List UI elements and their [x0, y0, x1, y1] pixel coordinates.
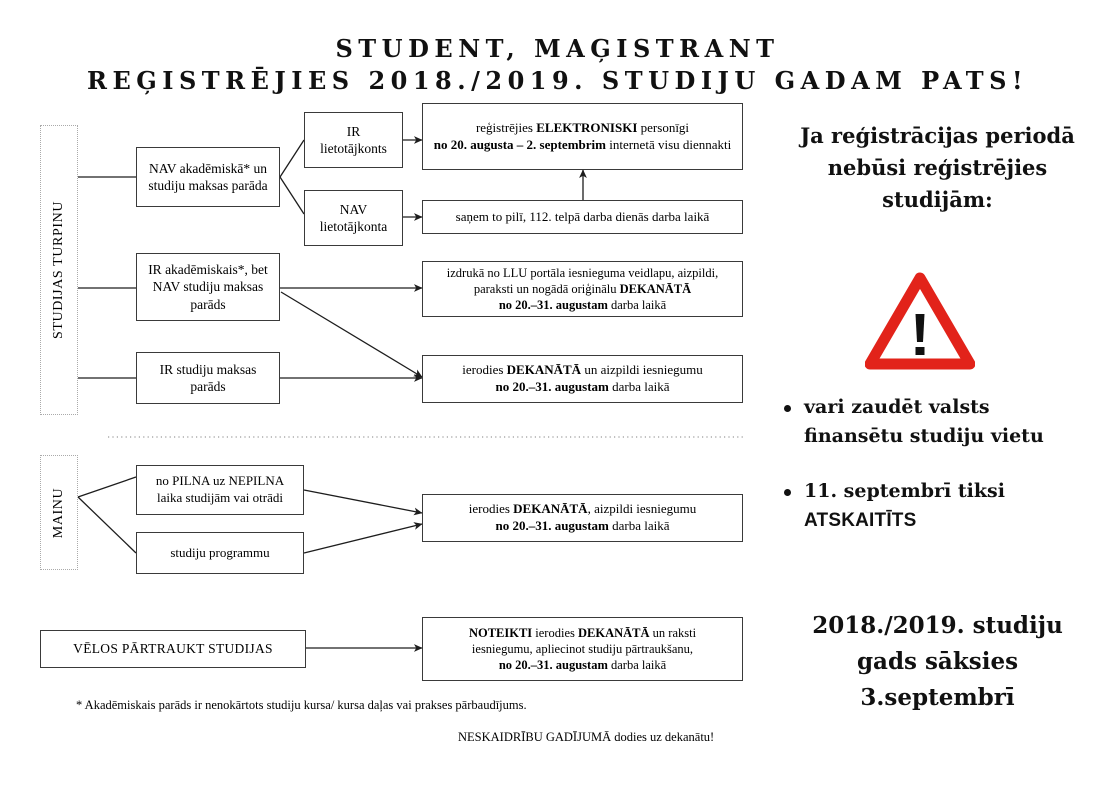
- academic-year-line-3: 3.septembrī: [860, 684, 1015, 711]
- academic-year-line-1: 2018./2019. studiju: [812, 612, 1063, 639]
- warning-consequences-list: [778, 393, 1108, 561]
- footnote-asterisk: * Akadēmiskais parāds ir nenokārtots studiju kursa/ kursa daļas vai prakses pārbaudījums.: [76, 698, 527, 712]
- node-no-account: [304, 190, 403, 246]
- list-item: [778, 393, 1108, 451]
- title-line-1: STUDENT, MAĢISTRANT: [335, 34, 780, 63]
- node-go-to-dean-change-label: ierodies DEKANĀTĀ, aizpildi iesniegumu no 20.–31. augustam darba laikā: [468, 501, 697, 533]
- node-no-debt: [136, 147, 280, 207]
- node-print-form: [422, 261, 743, 317]
- node-change-programme: [136, 532, 304, 574]
- node-academic-debt-only: [136, 253, 280, 321]
- warning-heading-line-3: studijām:: [882, 187, 993, 212]
- group-change-label: MAINU: [51, 487, 66, 538]
- bullet-1-line-1: vari zaudēt valsts: [804, 396, 990, 418]
- node-print-form-label: izdrukā no LLU portāla iesnieguma veidlapu, aizpildi, paraksti un nogādā oriģinālu DEKANĀTĀ no 20.–31. augustam darba laikā: [446, 266, 719, 312]
- footnote-contact: NESKAIDRĪBU GADĪJUMĀ dodies uz dekanātu!: [458, 730, 715, 744]
- node-change-mode: [136, 465, 304, 515]
- node-stop-action-label: NOTEIKTI ierodies DEKANĀTĀ un raksti iesniegumu, apliecinot studiju pārtraukšanu, no 20.–31. augustam darba laikā: [468, 626, 697, 672]
- node-stop-action: [422, 617, 743, 681]
- node-register-online: [422, 103, 743, 170]
- list-item: [778, 477, 1108, 535]
- node-no-account-label: NAV lietotājkonta: [319, 201, 388, 234]
- node-has-account-label: IR lietotājkonts: [320, 123, 387, 156]
- node-go-to-dean-fill-label: ierodies DEKANĀTĀ un aizpildi iesniegumu no 20.–31. augustam darba laikā: [462, 362, 703, 394]
- node-go-to-dean-change: [422, 494, 743, 542]
- node-tuition-debt: [136, 352, 280, 404]
- warning-triangle-svg: [865, 272, 975, 370]
- warning-heading: [765, 120, 1110, 216]
- node-no-debt-label: NAV akadēmiskā* un studiju maksas parāda: [148, 160, 268, 193]
- warning-triangle-icon: [865, 272, 975, 370]
- node-want-to-stop: [40, 630, 306, 668]
- warning-heading-line-1: Ja reģistrācijas periodā: [800, 123, 1075, 148]
- bullet-2-line-2: ATSKAITĪTS: [804, 510, 917, 531]
- node-want-to-stop-label: VĒLOS PĀRTRAUKT STUDIJAS: [73, 641, 273, 657]
- group-continue-studies: [40, 125, 78, 415]
- node-get-account: [422, 200, 743, 234]
- academic-year-start: [765, 608, 1110, 716]
- node-has-account: [304, 112, 403, 168]
- node-register-online-label: reģistrējies ELEKTRONISKI personīgi no 20. augusta – 2. septembrim internetā visu diennakti: [433, 119, 732, 152]
- node-go-to-dean-fill: [422, 355, 743, 403]
- warning-heading-line-2: nebūsi reģistrējies: [827, 155, 1048, 180]
- node-tuition-debt-label: IR studiju maksas parāds: [159, 361, 257, 394]
- node-change-programme-label: studiju programmu: [170, 544, 270, 560]
- bullet-2-line-1: 11. septembrī tiksi: [804, 480, 1005, 502]
- poster-title: [0, 34, 1115, 98]
- title-line-2: REĢISTRĒJIES 2018./2019. STUDIJU GADAM PATS!: [87, 66, 1028, 95]
- bullet-1-line-2: finansētu studiju vietu: [804, 425, 1044, 447]
- group-continue-label: STUDIJAS TURPINU: [51, 200, 66, 340]
- node-change-mode-label: no PILNA uz NEPILNA laika studijām vai otrādi: [155, 473, 285, 505]
- node-get-account-label: saņem to pilī, 112. telpā darba dienās darba laikā: [455, 208, 710, 224]
- group-change-studies: [40, 455, 78, 570]
- node-academic-debt-only-label: IR akadēmiskais*, bet NAV studiju maksas parāds: [148, 262, 268, 312]
- academic-year-line-2: gads sāksies: [856, 648, 1019, 675]
